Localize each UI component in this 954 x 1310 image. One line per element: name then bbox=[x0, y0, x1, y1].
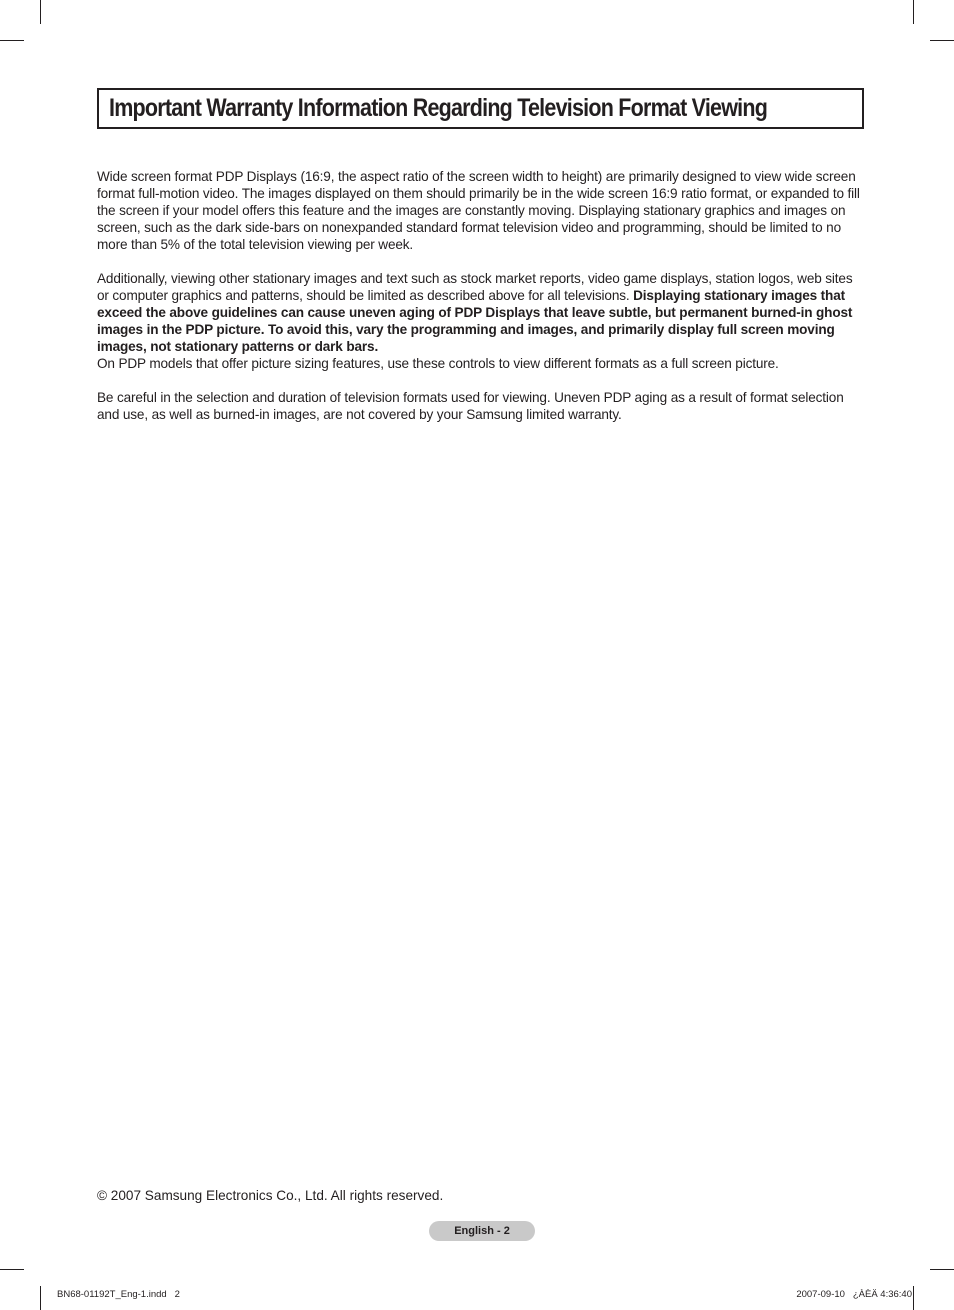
paragraph-stationary-images-normal: Additionally, viewing other stationary images and text such as stock market reports, video game displays, station logos, web sites or computer graphics and patterns, should be limited as described above for all televisions. bbox=[97, 271, 853, 303]
paragraph-warranty-notice: Be careful in the selection and duration of television formats used for viewing. Uneven PDP aging as a result of format selection and use, as well as burned-in images, are not covered by your Samsung limited warranty. bbox=[97, 390, 844, 422]
paragraph-stationary-images bbox=[97, 270, 867, 355]
body-text bbox=[97, 168, 867, 440]
crop-mark bbox=[0, 1269, 24, 1270]
crop-mark bbox=[913, 0, 914, 24]
slug-file-name: BN68-01192T_Eng-1.indd 2 bbox=[57, 1289, 180, 1300]
page-number-badge: English - 2 bbox=[429, 1221, 535, 1241]
paragraph-widescreen: Wide screen format PDP Displays (16:9, the aspect ratio of the screen width to height) are primarily designed to view wide screen format full-motion video. The images displayed on them should primarily be in the wide screen 16:9 ratio format, or expanded to fill the screen if your model offers this feature and the images are constantly moving. Displaying stationary graphics and images on screen, such as the dark side-bars on nonexpanded standard format television video and programming, should be limited to no more than 5% of the total television viewing per week. bbox=[97, 169, 860, 252]
page-title: Important Warranty Information Regarding Television Format Viewing bbox=[109, 94, 768, 122]
crop-mark bbox=[40, 1286, 41, 1310]
copyright-notice: © 2007 Samsung Electronics Co., Ltd. All rights reserved. bbox=[97, 1188, 444, 1203]
crop-mark bbox=[0, 40, 24, 41]
paragraph-stationary-images-warning: Displaying stationary images that exceed the above guidelines can cause uneven aging of PDP Displays that leave subtle, but permanent burned-in ghost images in the PDP picture. To avoid this, vary the programming and images, and primarily display full screen moving images, not stationary patterns or dark bars. bbox=[97, 288, 853, 354]
paragraph-picture-sizing: On PDP models that offer picture sizing features, use these controls to view different formats as a full screen picture. bbox=[97, 356, 779, 371]
slug-timestamp: 2007-09-10 ¿ÀÈÄ 4:36:40 bbox=[796, 1289, 912, 1300]
crop-mark bbox=[913, 1286, 914, 1310]
page-title-box bbox=[97, 88, 864, 129]
crop-mark bbox=[930, 1269, 954, 1270]
crop-mark bbox=[930, 40, 954, 41]
crop-mark bbox=[40, 0, 41, 24]
